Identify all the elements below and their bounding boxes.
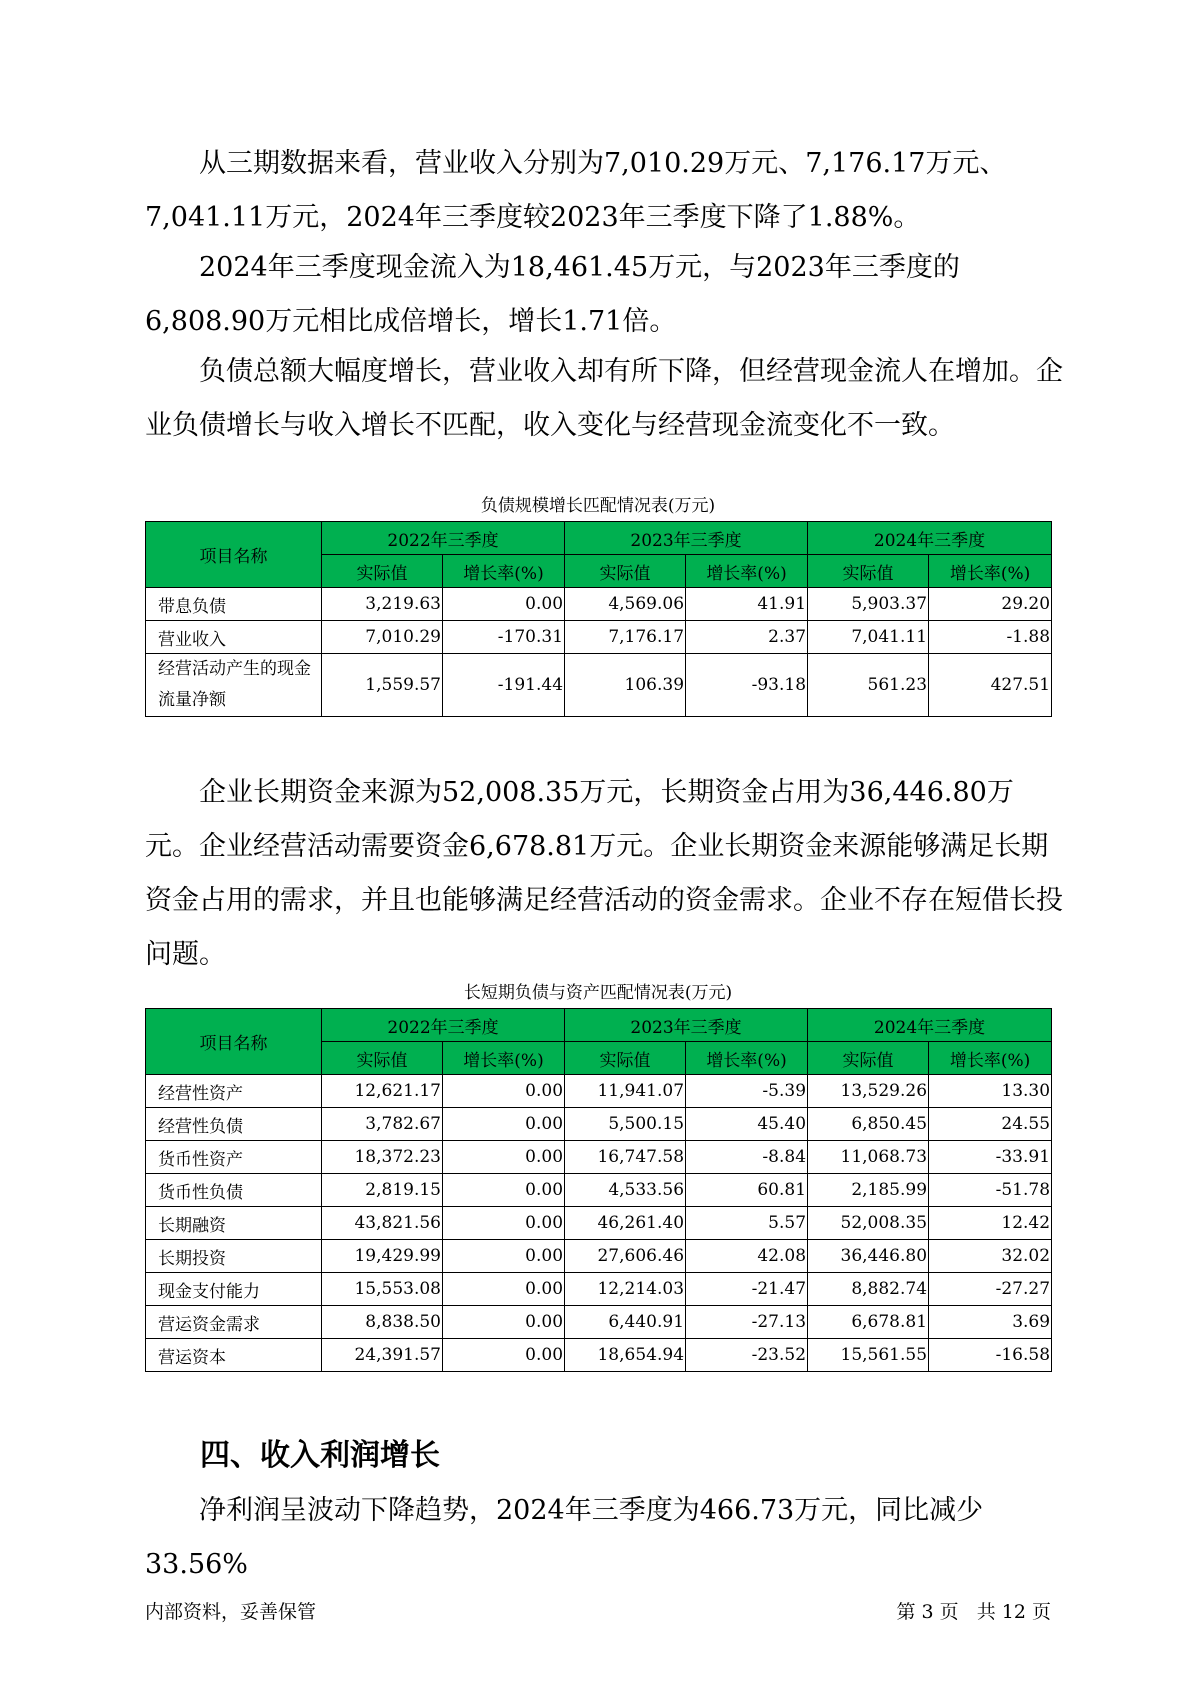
- cell-value: 15,553.08: [322, 1273, 443, 1306]
- cell-value: 13,529.26: [808, 1075, 929, 1108]
- cell-value: 5,500.15: [565, 1108, 686, 1141]
- row-name: 营运资金需求: [146, 1306, 322, 1339]
- actual-value-header: 实际值: [565, 1042, 686, 1075]
- row-name: 现金支付能力: [146, 1273, 322, 1306]
- cell-value: 24.55: [929, 1108, 1052, 1141]
- cell-value: 5.57: [686, 1207, 808, 1240]
- table-row: [146, 1240, 1052, 1273]
- cell-value: 32.02: [929, 1240, 1052, 1273]
- growth-rate-header: 增长率(%): [686, 555, 808, 588]
- cell-value: 52,008.35: [808, 1207, 929, 1240]
- cell-value: 4,533.56: [565, 1174, 686, 1207]
- table-row: [146, 1141, 1052, 1174]
- cell-value: 8,838.50: [322, 1306, 443, 1339]
- cell-value: 7,041.11: [808, 621, 929, 654]
- footer-confidential-note: 内部资料，妥善保管: [145, 1601, 317, 1623]
- period-header: 2022年三季度: [322, 522, 565, 555]
- cell-value: -23.52: [686, 1339, 808, 1372]
- cell-value: 2,185.99: [808, 1174, 929, 1207]
- cell-value: 43,821.56: [322, 1207, 443, 1240]
- table-row: [146, 1207, 1052, 1240]
- cell-value: 18,654.94: [565, 1339, 686, 1372]
- cell-value: 15,561.55: [808, 1339, 929, 1372]
- cell-value: 12.42: [929, 1207, 1052, 1240]
- table-row: [146, 1075, 1052, 1108]
- cell-value: 29.20: [929, 588, 1052, 621]
- cell-value: 27,606.46: [565, 1240, 686, 1273]
- period-header: 2024年三季度: [808, 1009, 1052, 1042]
- table-row: [146, 1273, 1052, 1306]
- table-row: [146, 654, 1052, 717]
- cell-value: 1,559.57: [322, 654, 443, 717]
- table-row: [146, 1108, 1052, 1141]
- cell-value: 106.39: [565, 654, 686, 717]
- cell-value: -191.44: [443, 654, 565, 717]
- cell-value: -51.78: [929, 1174, 1052, 1207]
- cell-value: 6,850.45: [808, 1108, 929, 1141]
- cell-value: 4,569.06: [565, 588, 686, 621]
- cell-value: 12,621.17: [322, 1075, 443, 1108]
- table-row: [146, 1306, 1052, 1339]
- period-header: 2024年三季度: [808, 522, 1052, 555]
- cell-value: 0.00: [443, 1306, 565, 1339]
- cell-value: 42.08: [686, 1240, 808, 1273]
- growth-rate-header: 增长率(%): [443, 1042, 565, 1075]
- table2-caption: 长短期负债与资产匹配情况表(万元): [463, 983, 733, 1003]
- paragraph-net-profit: 净利润呈波动下降趋势，2024年三季度为466.73万元，同比减少33.56%: [145, 1495, 984, 1580]
- table-row: [146, 1174, 1052, 1207]
- growth-rate-header: 增长率(%): [929, 1042, 1052, 1075]
- cell-value: -27.13: [686, 1306, 808, 1339]
- row-name: 长期融资: [146, 1207, 322, 1240]
- section-heading: 四、收入利润增长: [200, 1438, 440, 1473]
- cell-value: -170.31: [443, 621, 565, 654]
- cell-value: 24,391.57: [322, 1339, 443, 1372]
- cell-value: 0.00: [443, 1207, 565, 1240]
- cell-value: 3.69: [929, 1306, 1052, 1339]
- cell-value: 13.30: [929, 1075, 1052, 1108]
- cell-value: 6,678.81: [808, 1306, 929, 1339]
- cell-value: -1.88: [929, 621, 1052, 654]
- cell-value: 2.37: [686, 621, 808, 654]
- cell-value: 41.91: [686, 588, 808, 621]
- cell-value: 7,176.17: [565, 621, 686, 654]
- paragraph-debt-growth: 负债总额大幅度增长，营业收入却有所下降，但经营现金流人在增加。企业负债增长与收入增长不匹配，收入变化与经营现金流变化不一致。: [145, 356, 1063, 441]
- cell-value: 3,219.63: [322, 588, 443, 621]
- debt-growth-table: [145, 521, 1052, 717]
- cell-value: 427.51: [929, 654, 1052, 717]
- row-name: 长期投资: [146, 1240, 322, 1273]
- cell-value: -8.84: [686, 1141, 808, 1174]
- row-name: 经营活动产生的现金流量净额: [146, 654, 322, 717]
- cell-value: 60.81: [686, 1174, 808, 1207]
- cell-value: 0.00: [443, 1174, 565, 1207]
- row-name: 货币性负债: [146, 1174, 322, 1207]
- cell-value: -16.58: [929, 1339, 1052, 1372]
- table-row: [146, 621, 1052, 654]
- cell-value: 12,214.03: [565, 1273, 686, 1306]
- cell-value: 19,429.99: [322, 1240, 443, 1273]
- cell-value: 8,882.74: [808, 1273, 929, 1306]
- cell-value: 3,782.67: [322, 1108, 443, 1141]
- paragraph-long-term-funds: 企业长期资金来源为52,008.35万元，长期资金占用为36,446.80万元。企业经营活动需要资金6,678.81万元。企业长期资金来源能够满足长期资金占用的需求，并且也能够满足经营活动的资金需求。企业不存在短借长投问题。: [145, 777, 1063, 970]
- cell-value: 0.00: [443, 1273, 565, 1306]
- cell-value: -27.27: [929, 1273, 1052, 1306]
- actual-value-header: 实际值: [808, 555, 929, 588]
- cell-value: 0.00: [443, 1339, 565, 1372]
- table1-caption: 负债规模增长匹配情况表(万元): [480, 496, 716, 516]
- row-name: 经营性负债: [146, 1108, 322, 1141]
- cell-value: -93.18: [686, 654, 808, 717]
- cell-value: 0.00: [443, 588, 565, 621]
- cell-value: 16,747.58: [565, 1141, 686, 1174]
- period-header: 2023年三季度: [565, 1009, 808, 1042]
- cell-value: 11,068.73: [808, 1141, 929, 1174]
- footer-page-number: 第 3 页 共 12 页: [896, 1601, 1051, 1623]
- growth-rate-header: 增长率(%): [443, 555, 565, 588]
- cell-value: 18,372.23: [322, 1141, 443, 1174]
- table-row: [146, 588, 1052, 621]
- paragraph-revenue: 从三期数据来看，营业收入分别为7,010.29万元、7,176.17万元、7,041.11万元，2024年三季度较2023年三季度下降了1.88%。: [145, 148, 1007, 233]
- cell-value: 0.00: [443, 1075, 565, 1108]
- row-name: 经营性资产: [146, 1075, 322, 1108]
- cell-value: -33.91: [929, 1141, 1052, 1174]
- row-name: 营运资本: [146, 1339, 322, 1372]
- cell-value: 561.23: [808, 654, 929, 717]
- asset-liability-table: [145, 1008, 1052, 1372]
- actual-value-header: 实际值: [322, 1042, 443, 1075]
- cell-value: 2,819.15: [322, 1174, 443, 1207]
- period-header: 2022年三季度: [322, 1009, 565, 1042]
- actual-value-header: 实际值: [808, 1042, 929, 1075]
- cell-value: 0.00: [443, 1240, 565, 1273]
- cell-value: 0.00: [443, 1141, 565, 1174]
- cell-value: 5,903.37: [808, 588, 929, 621]
- growth-rate-header: 增长率(%): [686, 1042, 808, 1075]
- cell-value: 6,440.91: [565, 1306, 686, 1339]
- cell-value: 46,261.40: [565, 1207, 686, 1240]
- row-name: 营业收入: [146, 621, 322, 654]
- cell-value: 11,941.07: [565, 1075, 686, 1108]
- actual-value-header: 实际值: [322, 555, 443, 588]
- cell-value: -5.39: [686, 1075, 808, 1108]
- row-name: 货币性资产: [146, 1141, 322, 1174]
- cell-value: 36,446.80: [808, 1240, 929, 1273]
- table-row: [146, 1339, 1052, 1372]
- item-name-header: 项目名称: [146, 1009, 322, 1075]
- cell-value: 7,010.29: [322, 621, 443, 654]
- cell-value: -21.47: [686, 1273, 808, 1306]
- paragraph-cash-inflow: 2024年三季度现金流入为18,461.45万元，与2023年三季度的6,808.90万元相比成倍增长，增长1.71倍。: [145, 252, 960, 337]
- cell-value: 45.40: [686, 1108, 808, 1141]
- period-header: 2023年三季度: [565, 522, 808, 555]
- growth-rate-header: 增长率(%): [929, 555, 1052, 588]
- row-name: 带息负债: [146, 588, 322, 621]
- cell-value: 0.00: [443, 1108, 565, 1141]
- actual-value-header: 实际值: [565, 555, 686, 588]
- item-name-header: 项目名称: [146, 522, 322, 588]
